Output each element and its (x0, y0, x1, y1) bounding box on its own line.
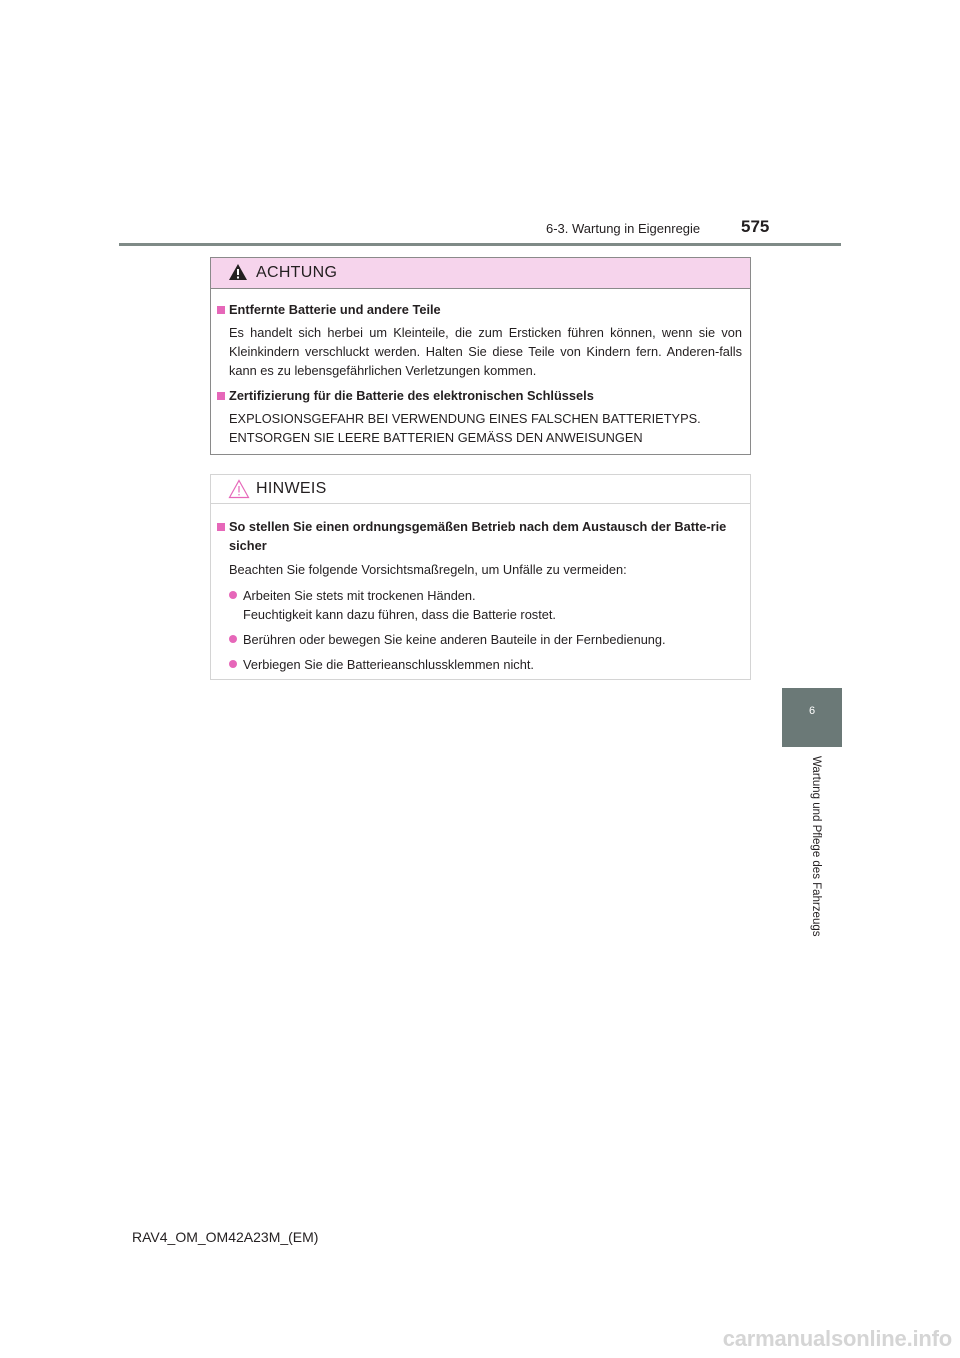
chapter-tab (782, 688, 842, 747)
list-item: Verbiegen Sie die Batterieanschlussklemmen nicht. (217, 655, 742, 674)
round-bullet-icon (229, 635, 237, 643)
notice-header (211, 475, 750, 504)
caution-heading-2: Zertifizierung für die Batterie des elektronischen Schlüssels (217, 386, 742, 405)
caution-text-1: Es handelt sich herbei um Kleinteile, die zum Ersticken führen können, wenn sie von Kleinkindern verschluckt werden. Halten Sie diese Teile von Kindern fern. Anderen-falls kann es zu lebensgefährlichen Verletzungen kommen. (229, 325, 742, 378)
caution-text-2b: ENTSORGEN SIE LEERE BATTERIEN GEMÄSS DEN ANWEISUNGEN (229, 430, 643, 445)
chapter-number: 6 (808, 705, 816, 717)
watermark: carmanualsonline.info (722, 1326, 952, 1351)
chapter-title: Wartung und Pflege des Fahrzeugs (810, 756, 822, 937)
notice-intro: Beachten Sie folgende Vorsichtsmaßregeln, um Unfälle zu vermeiden: (229, 562, 627, 577)
square-bullet-icon (217, 306, 225, 314)
caution-heading-1: Entfernte Batterie und andere Teile (217, 300, 742, 319)
notice-title: HINWEIS (256, 480, 327, 497)
notice-content (217, 517, 742, 674)
caution-text-2a: EXPLOSIONSGEFAHR BEI VERWENDUNG EINES FALSCHEN BATTERIETYPS. (229, 411, 701, 426)
square-bullet-icon (217, 523, 225, 531)
caution-box (210, 257, 751, 455)
list-item: Arbeiten Sie stets mit trockenen Händen. Feuchtigkeit kann dazu führen, dass die Batterie rostet. (217, 586, 742, 624)
warning-outline-icon (228, 479, 250, 504)
caution-content (217, 300, 742, 447)
round-bullet-icon (229, 591, 237, 599)
notice-box (210, 474, 751, 680)
caution-title: ACHTUNG (256, 264, 338, 281)
warning-filled-icon (228, 263, 248, 286)
section-title: 6-3. Wartung in Eigenregie (546, 221, 701, 236)
caution-header (211, 258, 750, 289)
page-number: 575 (741, 217, 770, 236)
notice-heading: So stellen Sie einen ordnungsgemäßen Betrieb nach dem Austausch der Batte-rie sicher (217, 517, 742, 555)
square-bullet-icon (217, 392, 225, 400)
header-divider (119, 243, 841, 246)
document-code: RAV4_OM_OM42A23M_(EM) (132, 1229, 319, 1245)
list-item: Berühren oder bewegen Sie keine anderen Bauteile in der Fernbedienung. (217, 630, 742, 649)
round-bullet-icon (229, 660, 237, 668)
